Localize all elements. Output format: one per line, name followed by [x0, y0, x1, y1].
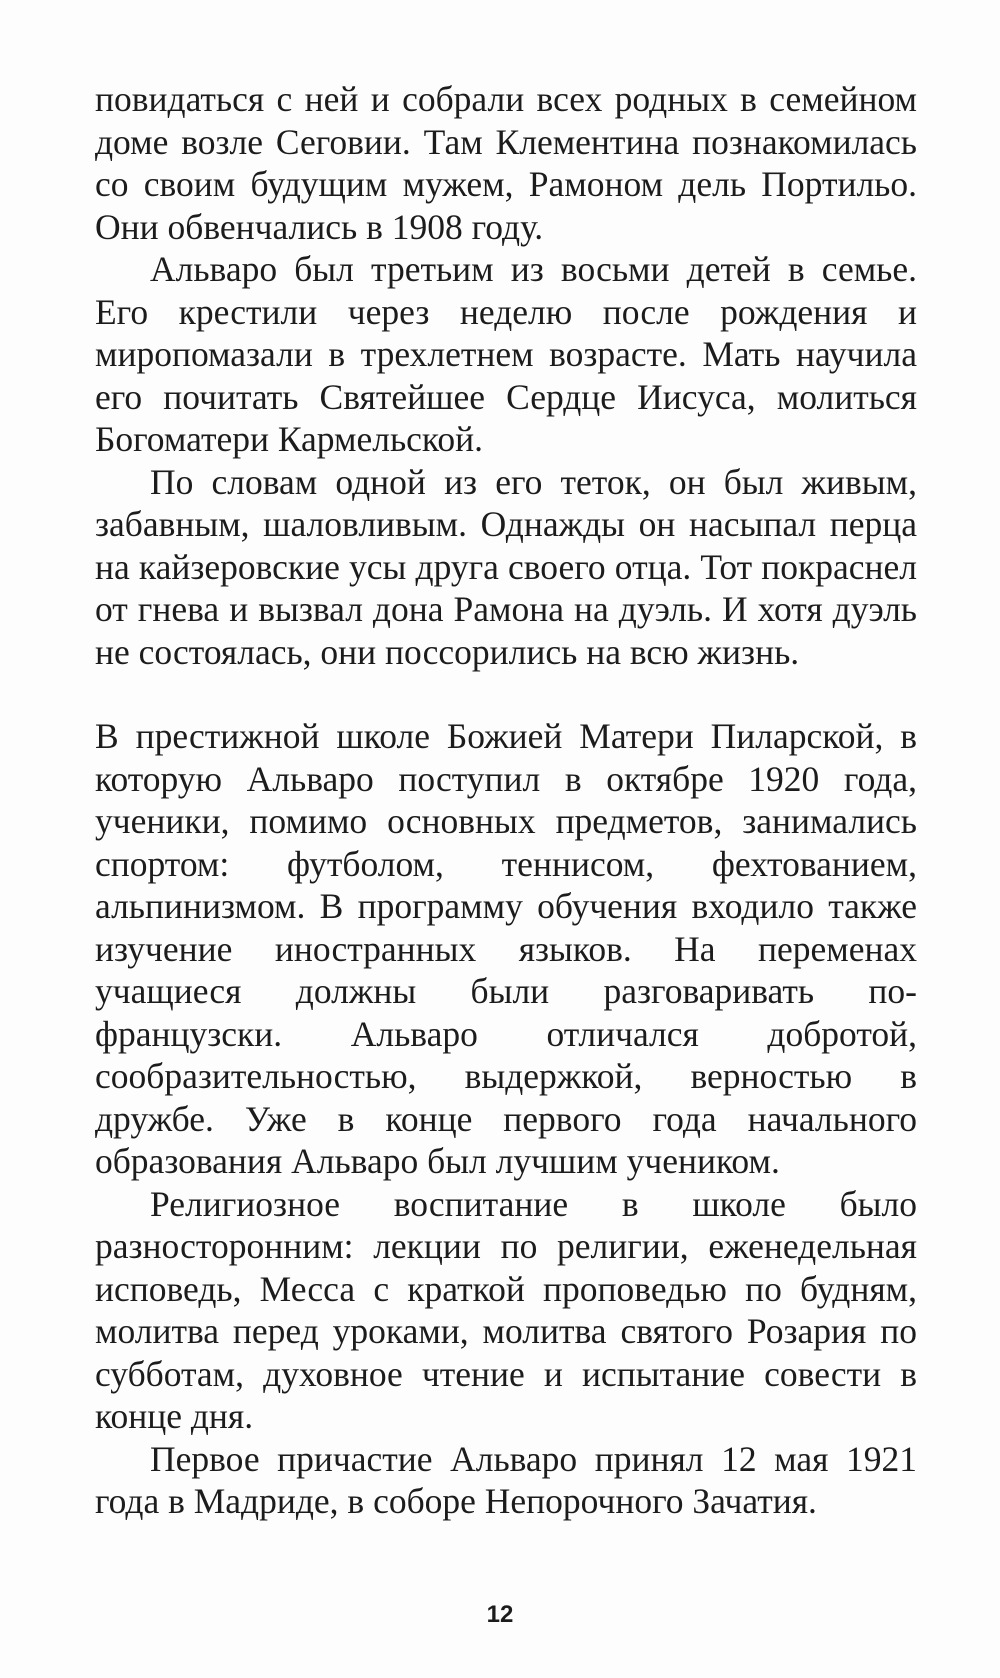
paragraph-school: В престижной школе Божией Матери Пиларской, в которую Альваро поступил в октябре 1920 года, ученики, помимо основных предметов, занимались спортом: футболом, теннисом, фехтованием, альпинизмом. В программу обучения входило также изучение иностранных языков. На переменах учащиеся должны были разговаривать по-французски. Альваро отличался добротой, сообразительностью, выдержкой, верностью в дружбе. Уже в конце первого года начального образования Альваро был лучшим учеником. [95, 716, 917, 1181]
paragraph-alvaro-family: Альваро был третьим из восьми детей в семье. Его крестили через неделю после рождения и миропомазали в трехлетнем возрасте. Мать научила его почитать Святейшее Сердце Иисуса, молиться Богоматери Кармельской. [95, 249, 917, 459]
paragraph-first-communion: Первое причастие Альваро принял 12 мая 1921 года в Мадриде, в соборе Непорочного Зачатия. [95, 1438, 917, 1521]
paragraph-continuation: повидаться с ней и собрали всех родных в семейном доме возле Сеговии. Там Клементина познакомилась со своим будущим мужем, Рамоном дель Портильо. Они обвенчались в 1908 году. [95, 79, 917, 247]
paragraph-religious-education: Религиозное воспитание в школе было разносторонним: лекции по религии, еженедельная исповедь, Месса с краткой проповедью по будням, молитва перед уроками, молитва святого Розария по субботам, духовное чтение и испытание совести в конце дня. [95, 1183, 917, 1436]
page-number: 12 [486, 1601, 514, 1628]
section-break [95, 673, 917, 715]
page-text [95, 78, 917, 1523]
paragraph-aunt-story: По словам одной из его теток, он был живым, забавным, шаловливым. Однажды он насыпал перца на кайзеровские усы друга своего отца. Тот покраснел от гнева и вызвал дона Рамона на дуэль. И хотя дуэль не состоялась, они поссорились на всю жизнь. [95, 461, 917, 672]
